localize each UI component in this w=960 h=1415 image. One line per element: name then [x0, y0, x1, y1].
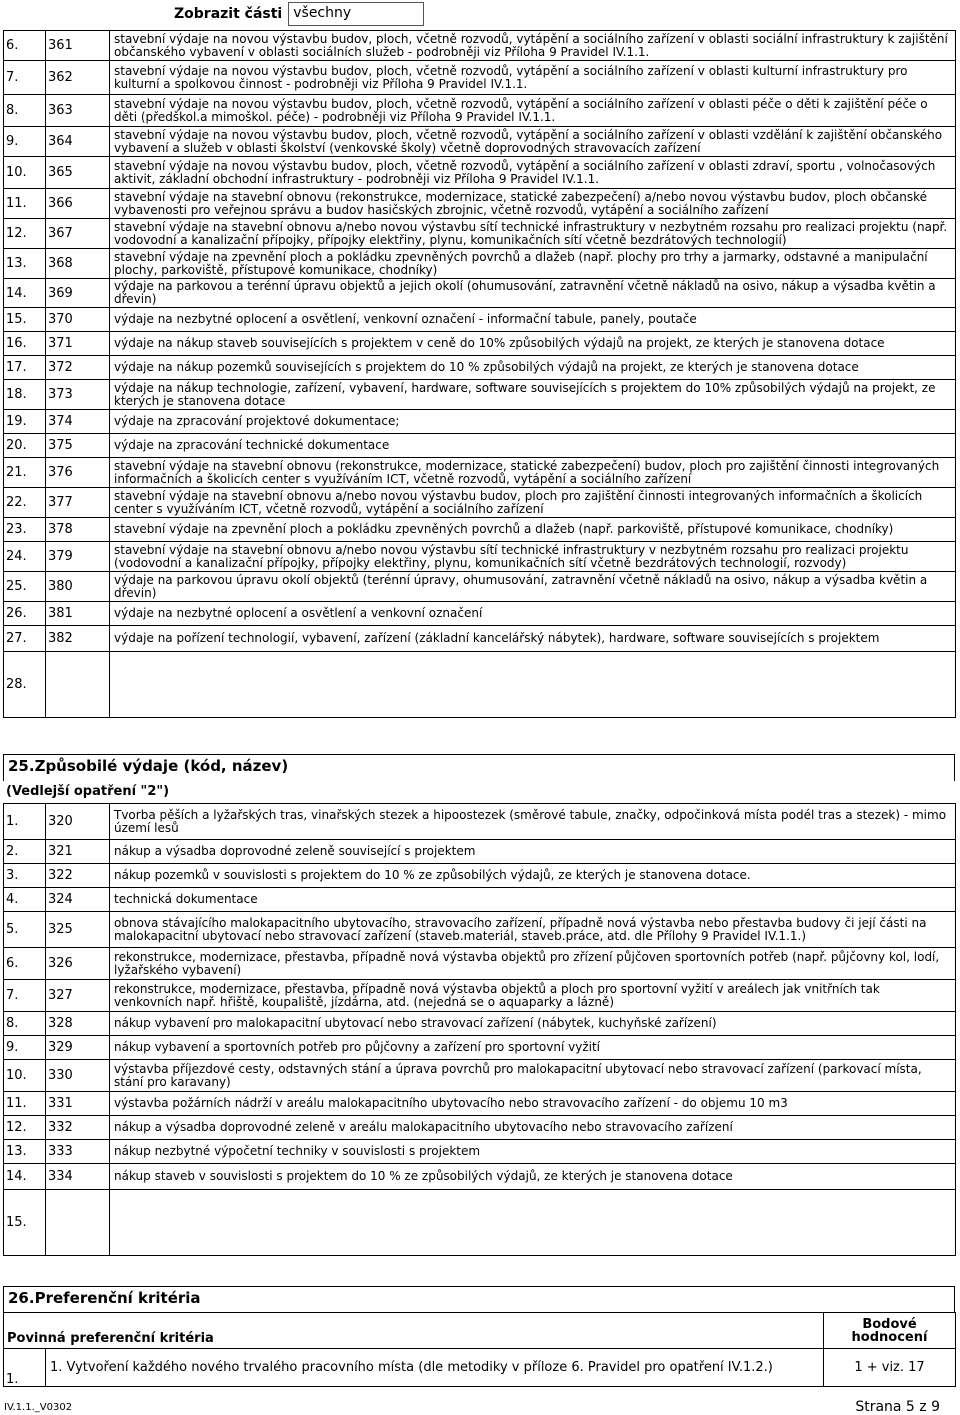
row-number: 1.: [4, 804, 46, 840]
row-description: nákup nezbytné výpočetní techniky v souvislosti s projektem: [110, 1140, 956, 1164]
table-row: [4, 602, 956, 626]
table-row: [4, 219, 956, 249]
criteria-text: 1. Vytvoření každého nového trvalého pracovního místa (dle metodiky v příloze 6. Pravidel pro opatření IV.1.2.): [46, 1349, 824, 1387]
table-row: [4, 518, 956, 542]
row-code: 377: [46, 488, 110, 518]
row-description: výdaje na parkovou úpravu okolí objektů (terénní úpravy, ohumusování, zatravnění včetně nákladů na osivo, nákup a výsadba květin a dřevin): [110, 572, 956, 602]
row-number: 14.: [4, 1164, 46, 1190]
table-row: [4, 626, 956, 652]
table-row: [4, 488, 956, 518]
table-row: [4, 127, 956, 157]
table-row: [4, 980, 956, 1012]
table-row: [4, 458, 956, 488]
table-row: [4, 864, 956, 888]
row-code: 374: [46, 410, 110, 434]
row-number: 13.: [4, 249, 46, 279]
row-code: 327: [46, 980, 110, 1012]
row-number: 10.: [4, 157, 46, 189]
row-code: 373: [46, 380, 110, 410]
filter-select[interactable]: všechny: [288, 2, 424, 26]
row-number: 2.: [4, 840, 46, 864]
row-number: 16.: [4, 332, 46, 356]
row-number: 8.: [4, 95, 46, 127]
row-number: 25.: [4, 572, 46, 602]
row-number: 27.: [4, 626, 46, 652]
row-code: 376: [46, 458, 110, 488]
row-code: 379: [46, 542, 110, 572]
row-description: výdaje na nezbytné oplocení a osvětlení a venkovní označení: [110, 602, 956, 626]
table-row: [4, 912, 956, 948]
table-row: [4, 157, 956, 189]
table-row: [4, 380, 956, 410]
row-code: 365: [46, 157, 110, 189]
filter-label: Zobrazit části: [174, 6, 283, 22]
row-description: nákup pozemků v souvislosti s projektem do 10 % ze způsobilých výdajů, ze kterých je stanovena dotace.: [110, 864, 956, 888]
row-description: výdaje na zpracování projektové dokumentace;: [110, 410, 956, 434]
row-code: 367: [46, 219, 110, 249]
row-code: 334: [46, 1164, 110, 1190]
row-description: obnova stávajícího malokapacitního ubytovacího, stravovacího zařízení, případně nová výstavba nebo přestavba budovy či její části na malokapacitní ubytovací nebo stravovací zařízení (staveb.materiál, staveb.práce, atd. dle Přílohy 9 Pravidel IV.1.1.): [110, 912, 956, 948]
section-25-subtitle: (Vedlejší opatření "2"): [6, 784, 170, 799]
row-number: 15.: [4, 1190, 46, 1256]
eligible-costs-table: [3, 30, 956, 718]
row-code: 332: [46, 1116, 110, 1140]
row-description: stavební výdaje na novou výstavbu budov, ploch, včetně rozvodů, vytápění a sociálního zařízení v oblasti zdraví, sportu , volnočasových aktivit, základní obchodní infrastruktury - podrobněji viz Příloha 9 Pravidel IV.1.1.: [110, 157, 956, 189]
row-number: 19.: [4, 410, 46, 434]
row-number: 6.: [4, 31, 46, 61]
row-number: 23.: [4, 518, 46, 542]
table-row: [4, 189, 956, 219]
row-code: 329: [46, 1036, 110, 1060]
row-code: 375: [46, 434, 110, 458]
row-code: 328: [46, 1012, 110, 1036]
row-code: 325: [46, 912, 110, 948]
table-row: [4, 61, 956, 95]
row-number: 7.: [4, 980, 46, 1012]
row-code: 324: [46, 888, 110, 912]
row-description: stavební výdaje na stavební obnovu a/nebo novou výstavbu sítí technické infrastruktury v nezbytném rozsahu pro realizaci projektu (vodovodní a kanalizační přípojky, přípojky elektřiny, plynu, komunikačních sítí včetně bezdrátových technologií, rozvody): [110, 542, 956, 572]
row-code: 380: [46, 572, 110, 602]
row-number: 22.: [4, 488, 46, 518]
row-number: 13.: [4, 1140, 46, 1164]
row-code: 363: [46, 95, 110, 127]
row-number: 3.: [4, 864, 46, 888]
table-row: [4, 1116, 956, 1140]
row-code: [46, 652, 110, 718]
table-row: [4, 840, 956, 864]
row-description: stavební výdaje na stavební obnovu a/nebo novou výstavbu budov, ploch pro zajištění činnosti integrovaných informačních a školicích center s využíváním ICT, včetně rozvodů, vytápění a sociálního zařízení: [110, 488, 956, 518]
row-code: 369: [46, 279, 110, 308]
row-description: rekonstrukce, modernizace, přestavba, případně nová výstavba objektů pro zřízení půjčoven sportovních potřeb (např. půjčovny kol, lodí, lyžařského vybavení): [110, 948, 956, 980]
row-code: 370: [46, 308, 110, 332]
row-code: 371: [46, 332, 110, 356]
row-description: výdaje na nákup technologie, zařízení, vybavení, hardware, software souvisejících s projektem do 10% způsobilých výdajů na projekt, ze kterých je stanovena dotace: [110, 380, 956, 410]
criteria-number: 1.: [4, 1349, 46, 1387]
row-description: výdaje na pořízení technologií, vybavení, zařízení (základní kancelářský nábytek), hardware, software souvisejících s projektem: [110, 626, 956, 652]
row-number: 21.: [4, 458, 46, 488]
row-description: stavební výdaje na stavební obnovu (rekonstrukce, modernizace, statické zabezpečení) a/nebo novou výstavbu budov, ploch občanské vybavenosti pro veřejnou správu a budov hasičských zbrojnic, včetně rozvodů, vytápění a sociálního zařízení: [110, 189, 956, 219]
row-code: 364: [46, 127, 110, 157]
row-description: rekonstrukce, modernizace, přestavba, případně nová výstavba objektů a ploch pro sportovní vyžití v areálech jak vnitřních tak venkovních např. hřiště, koupaliště, jízdárna, atd. (nejedná se o aquaparky a lázně): [110, 980, 956, 1012]
row-description: stavební výdaje na novou výstavbu budov, ploch, včetně rozvodů, vytápění a sociálního zařízení v oblasti vzdělání k zajištění občanského vybavení a služeb v oblasti školství (venkovské školy) včetně doprovodných stravovacích zařízení: [110, 127, 956, 157]
table-row: [4, 249, 956, 279]
row-number: 24.: [4, 542, 46, 572]
table-row: [4, 948, 956, 980]
row-number: 15.: [4, 308, 46, 332]
row-description: nákup a výsadba doprovodné zeleně v areálu malokapacitního ubytovacího nebo stravovacího zařízení: [110, 1116, 956, 1140]
row-number: 17.: [4, 356, 46, 380]
row-description: stavební výdaje na zpevnění ploch a pokládku zpevněných povrchů a dlažeb (např. plochy pro trhy a jarmarky, odstavné a manipulační plochy, parkoviště, přístupové komunikace, chodníky): [110, 249, 956, 279]
row-code: 320: [46, 804, 110, 840]
row-code: 362: [46, 61, 110, 95]
table-row: [4, 410, 956, 434]
row-code: [46, 1190, 110, 1256]
secondary-costs-table: [3, 803, 956, 1256]
row-code: 366: [46, 189, 110, 219]
table-row: [4, 1140, 956, 1164]
row-description: [110, 1190, 956, 1256]
row-description: [110, 652, 956, 718]
table-row-empty: [4, 1190, 956, 1256]
row-description: technická dokumentace: [110, 888, 956, 912]
section-26-title: 26.Preferenční kritéria: [3, 1286, 955, 1312]
mandatory-criteria-label: Povinná preferenční kritéria: [4, 1313, 824, 1349]
table-row: [4, 1060, 956, 1092]
row-number: 14.: [4, 279, 46, 308]
row-number: 9.: [4, 1036, 46, 1060]
row-number: 9.: [4, 127, 46, 157]
row-number: 10.: [4, 1060, 46, 1092]
row-code: 368: [46, 249, 110, 279]
row-number: 28.: [4, 652, 46, 718]
table-row: [4, 572, 956, 602]
row-code: 333: [46, 1140, 110, 1164]
row-number: 26.: [4, 602, 46, 626]
table-row: [4, 95, 956, 127]
row-number: 4.: [4, 888, 46, 912]
footer-document-code: IV.1.1._V0302: [4, 1402, 73, 1413]
table-row: [4, 542, 956, 572]
row-code: 378: [46, 518, 110, 542]
row-code: 330: [46, 1060, 110, 1092]
table-row: [4, 1092, 956, 1116]
footer-page-number: Strana 5 z 9: [855, 1399, 940, 1415]
row-description: stavební výdaje na novou výstavbu budov, ploch, včetně rozvodů, vytápění a sociálního zařízení v oblasti kulturní infrastruktury pro kulturní a spolkovou činnost - podrobněji viz Příloha 9 Pravidel IV.1.1.: [110, 61, 956, 95]
row-description: výdaje na parkovou a terénní úpravu objektů a jejich okolí (ohumusování, zatravnění včetně nákladů na osivo, nákup a výsadba květin a dřevin): [110, 279, 956, 308]
row-description: stavební výdaje na zpevnění ploch a pokládku zpevněných povrchů a dlažeb (např. parkoviště, přístupové komunikace, chodníky): [110, 518, 956, 542]
criteria-points: 1 + viz. 17: [824, 1349, 956, 1387]
row-description: výdaje na nákup pozemků souvisejících s projektem do 10 % způsobilých výdajů na projekt, ze kterých je stanovena dotace: [110, 356, 956, 380]
row-code: 382: [46, 626, 110, 652]
table-row: [4, 1036, 956, 1060]
row-number: 11.: [4, 189, 46, 219]
table-row: [4, 804, 956, 840]
row-description: výstavba požárních nádrží v areálu malokapacitního ubytovacího nebo stravovacího zařízení - do objemu 10 m3: [110, 1092, 956, 1116]
row-number: 20.: [4, 434, 46, 458]
row-description: stavební výdaje na stavební obnovu (rekonstrukce, modernizace, statické zabezpečení) budov, ploch pro zajištění činnosti integrovaných informačních a školicích center s využíváním ICT, včetně rozvodů, vytápění a sociálního zařízení: [110, 458, 956, 488]
row-code: 321: [46, 840, 110, 864]
row-number: 12.: [4, 1116, 46, 1140]
table-row: [4, 1012, 956, 1036]
section-25-title: 25.Způsobilé výdaje (kód, název): [3, 754, 955, 781]
row-number: 7.: [4, 61, 46, 95]
row-description: výdaje na nákup staveb souvisejících s projektem v ceně do 10% způsobilých výdajů na projekt, ze kterých je stanovena dotace: [110, 332, 956, 356]
row-description: nákup vybavení pro malokapacitní ubytovací nebo stravovací zařízení (nábytek, kuchyňské zařízení): [110, 1012, 956, 1036]
row-number: 5.: [4, 912, 46, 948]
table-row: [4, 1164, 956, 1190]
row-number: 6.: [4, 948, 46, 980]
table-row: [4, 332, 956, 356]
row-description: Tvorba pěších a lyžařských tras, vinařských stezek a hipoostezek (směrové tabule, značky, odpočinková místa podél tras a stezek) - mimo území lesů: [110, 804, 956, 840]
row-description: výstavba příjezdové cesty, odstavných stání a úprava povrchů pro malokapacitní ubytovací nebo stravovací zařízení (parkovací místa, stání pro karavany): [110, 1060, 956, 1092]
row-code: 372: [46, 356, 110, 380]
table-row: [4, 888, 956, 912]
row-number: 8.: [4, 1012, 46, 1036]
row-code: 331: [46, 1092, 110, 1116]
row-code: 326: [46, 948, 110, 980]
table-row: [4, 31, 956, 61]
points-header: Bodové hodnocení: [824, 1313, 956, 1349]
row-description: stavební výdaje na novou výstavbu budov, ploch, včetně rozvodů, vytápění a sociálního zařízení v oblasti péče o děti k zajištění péče o děti (předškol.a mimoškol. péče) - podrobněji viz Příloha 9 Pravidel IV.1.1.: [110, 95, 956, 127]
row-code: 361: [46, 31, 110, 61]
table-row-empty: [4, 652, 956, 718]
preference-criteria-table: [3, 1312, 956, 1387]
row-description: nákup a výsadba doprovodné zeleně související s projektem: [110, 840, 956, 864]
row-code: 381: [46, 602, 110, 626]
row-number: 18.: [4, 380, 46, 410]
row-description: nákup staveb v souvislosti s projektem do 10 % ze způsobilých výdajů, ze kterých je stanovena dotace: [110, 1164, 956, 1190]
table-row: [4, 434, 956, 458]
row-description: stavební výdaje na novou výstavbu budov, ploch, včetně rozvodů, vytápění a sociálního zařízení v oblasti sociální infrastruktury k zajištění občanského vybavení v oblasti sociálních služeb - podrobněji viz Příloha 9 Pravidel IV.1.1.: [110, 31, 956, 61]
row-description: nákup vybavení a sportovních potřeb pro půjčovny a zařízení pro sportovní vyžití: [110, 1036, 956, 1060]
row-number: 12.: [4, 219, 46, 249]
row-description: výdaje na zpracování technické dokumentace: [110, 434, 956, 458]
row-code: 322: [46, 864, 110, 888]
row-description: výdaje na nezbytné oplocení a osvětlení, venkovní označení - informační tabule, panely, poutače: [110, 308, 956, 332]
display-filter: [174, 2, 424, 26]
table-row: [4, 356, 956, 380]
table-row: [4, 308, 956, 332]
row-description: stavební výdaje na stavební obnovu a/nebo novou výstavbu sítí technické infrastruktury v nezbytném rozsahu pro realizaci projektu (např. vodovodní a kanalizační přípojky, přípojky elektřiny, plynu, komunikačních sítí včetně bezdrátových technologií): [110, 219, 956, 249]
row-number: 11.: [4, 1092, 46, 1116]
table-row: [4, 279, 956, 308]
